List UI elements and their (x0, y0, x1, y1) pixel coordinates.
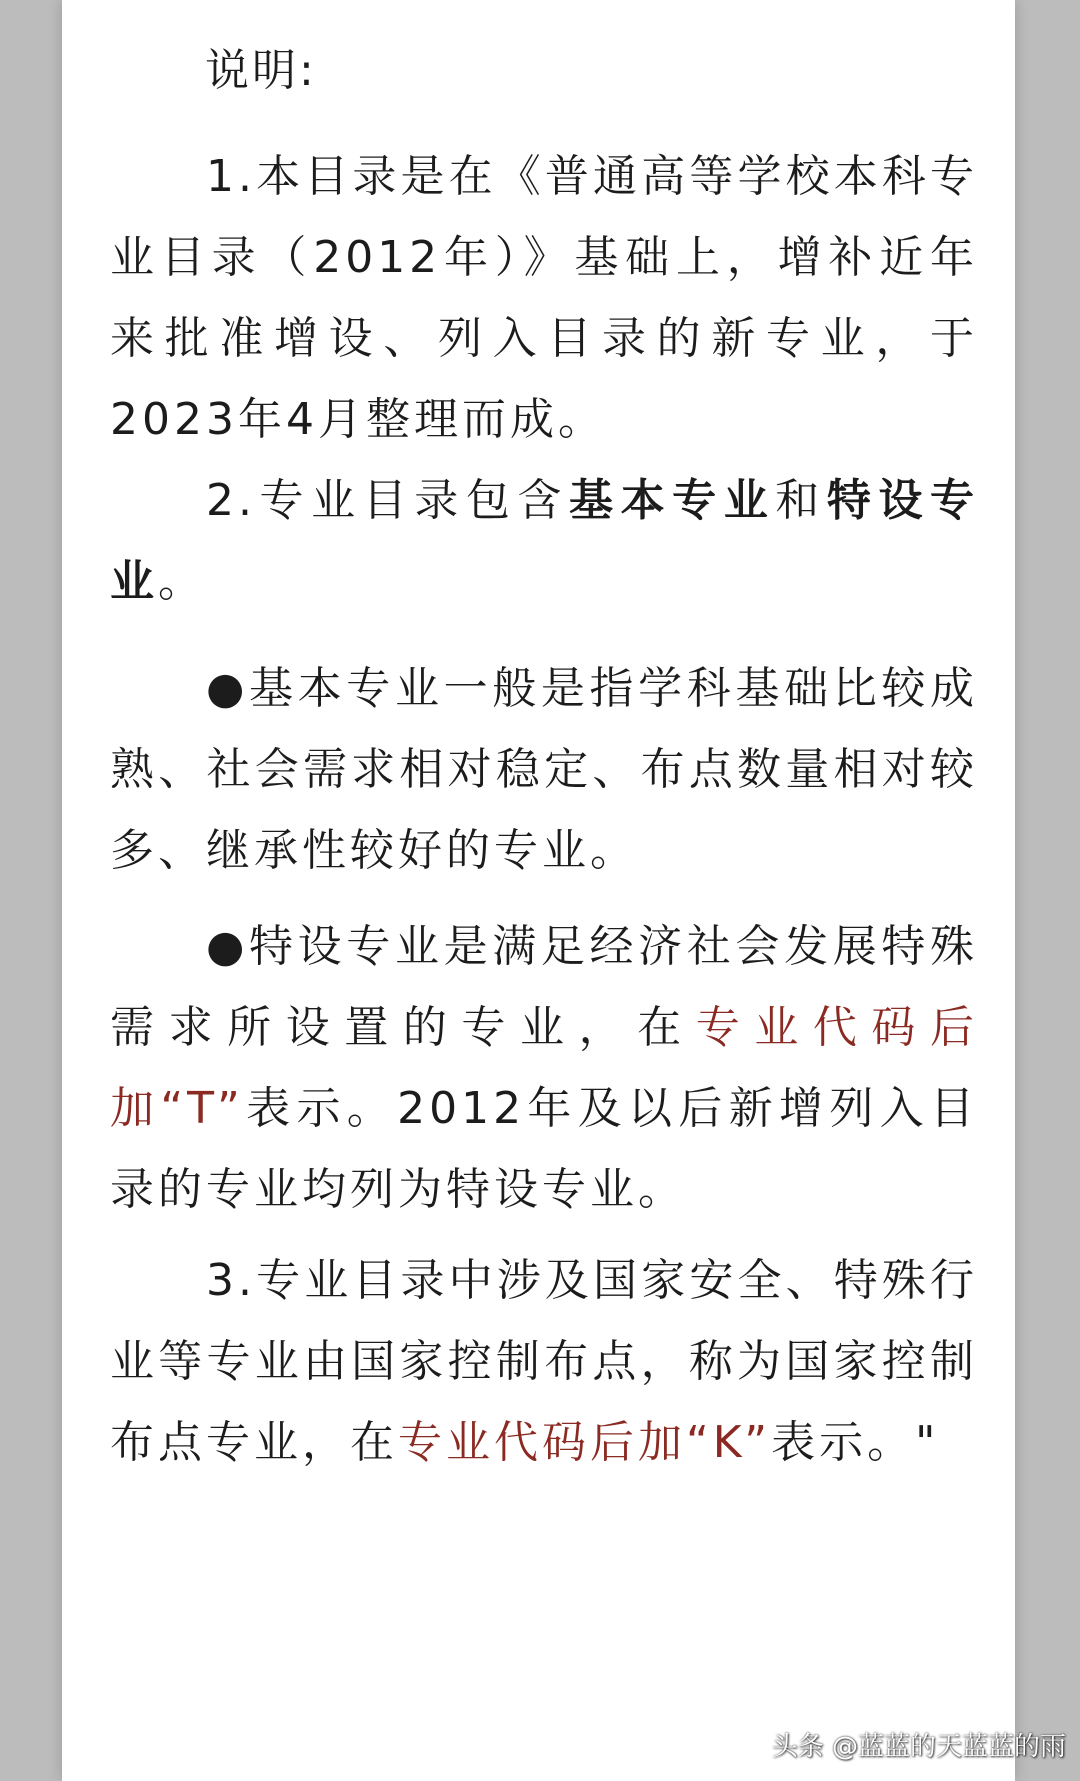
item-1-paragraph (110, 136, 978, 460)
page-heading: 说明: (205, 45, 317, 96)
bullet-1-text: ●基本专业一般是指学科基础比较成熟、社会需求相对稳定、布点数量相对较多、继承性较好的专业。 (110, 663, 978, 876)
item-2-suffix: 。 (158, 556, 206, 607)
item-1-text: 1.本目录是在《普通高等学校本科专业目录（2012年）》基础上，增补近年来批准增设、列入目录的新专业，于2023年4月整理而成。 (110, 151, 978, 445)
item-3-highlight: 专业代码后加“K” (398, 1417, 772, 1468)
item-3-suffix: 表示。" (771, 1417, 940, 1468)
item-2-basic-major: 基本专业 (569, 475, 776, 526)
item-2-prefix: 2.专业目录包含 (206, 475, 569, 526)
item-2-special-major: 特设专业 (110, 475, 979, 607)
bullet-2-paragraph (110, 906, 978, 1230)
bullet-1-paragraph (110, 648, 978, 891)
bullet-2-prefix: ●特设专业是满足经济社会发展特殊需求所设置的专业，在 (110, 921, 978, 1053)
item-2-paragraph (110, 460, 978, 622)
item-2-connector: 和 (775, 475, 827, 526)
item-3-prefix: 3.专业目录中涉及国家安全、特殊行业等专业由国家控制布点，称为国家控制布点专业，在 (110, 1255, 978, 1468)
item-3-paragraph (110, 1240, 978, 1483)
bullet-2-suffix: 表示。2012年及以后新增列入目录的专业均列为特设专业。 (110, 1083, 978, 1215)
watermark: 头条 @蓝蓝的天蓝蓝的雨 (771, 1732, 1066, 1762)
bullet-2-highlight: 专业代码后加“T” (110, 1002, 979, 1134)
